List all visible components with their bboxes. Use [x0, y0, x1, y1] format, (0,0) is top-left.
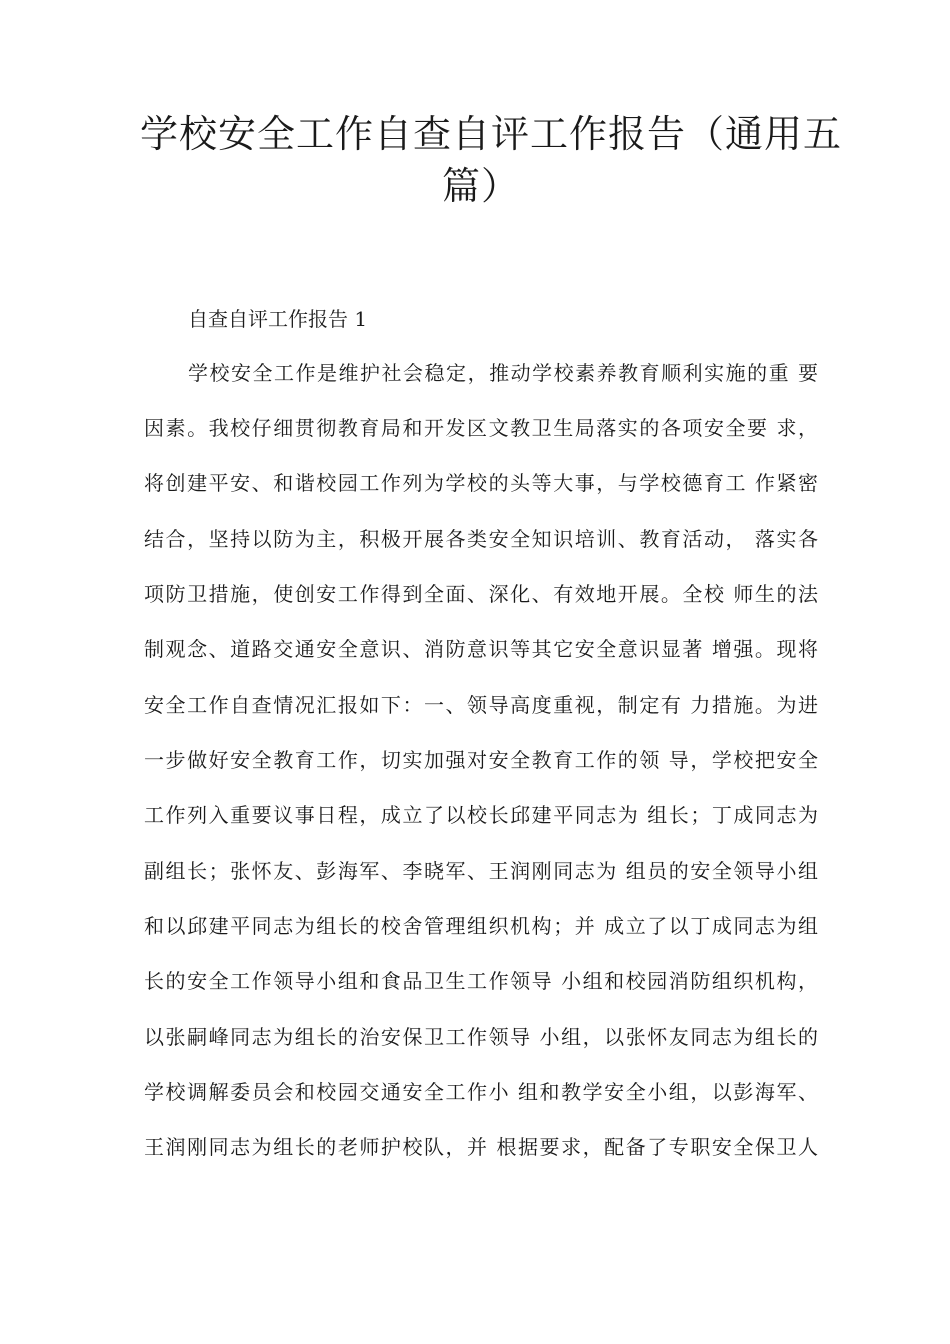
- paragraph-line: 因素。我校仔细贯彻教育局和开发区文教卫生局落实的各项安全要 求，: [144, 416, 818, 440]
- title-line-1: 学校安全工作自查自评工作报告（通用五: [140, 112, 843, 156]
- paragraph-line: 安全工作自查情况汇报如下：一、领导高度重视，制定有 力措施。为进: [144, 693, 818, 717]
- paragraph-line: 结合，坚持以防为主，积极开展各类安全知识培训、教育活动， 落实各: [144, 527, 818, 551]
- paragraph-line: 将创建平安、和谐校园工作列为学校的头等大事，与学校德育工 作紧密: [144, 471, 818, 495]
- paragraph-line: 副组长；张怀友、彭海军、李晓军、王润刚同志为 组员的安全领导小组: [144, 859, 818, 883]
- paragraph-line: 学校调解委员会和校园交通安全工作小 组和教学安全小组，以彭海军、: [144, 1080, 818, 1104]
- paragraph-line: 项防卫措施，使创安工作得到全面、深化、有效地开展。全校 师生的法: [144, 582, 818, 606]
- paragraph-line: 学校安全工作是维护社会稳定，推动学校素养教育顺利实施的重 要: [188, 361, 818, 385]
- paragraph-line: 制观念、道路交通安全意识、消防意识等其它安全意识显著 增强。现将: [144, 637, 818, 661]
- paragraph-line: 以张嗣峰同志为组长的治安保卫工作领导 小组，以张怀友同志为组长的: [144, 1025, 818, 1049]
- document-title: [140, 108, 843, 212]
- paragraph-line: 和以邱建平同志为组长的校舍管理组织机构；并 成立了以丁成同志为组: [144, 914, 818, 938]
- paragraph-line: 长的安全工作领导小组和食品卫生工作领导 小组和校园消防组织机构，: [144, 969, 818, 993]
- paragraph-line: 王润刚同志为组长的老师护校队，并 根据要求，配备了专职安全保卫人: [144, 1135, 818, 1159]
- paragraph-line: 一步做好安全教育工作，切实加强对安全教育工作的领 导，学校把安全: [144, 748, 818, 772]
- section-heading: 自查自评工作报告 1: [188, 307, 368, 331]
- title-line-2: 篇）: [441, 164, 520, 208]
- paragraph-line: 工作列入重要议事日程，成立了以校长邱建平同志为 组长；丁成同志为: [144, 803, 818, 827]
